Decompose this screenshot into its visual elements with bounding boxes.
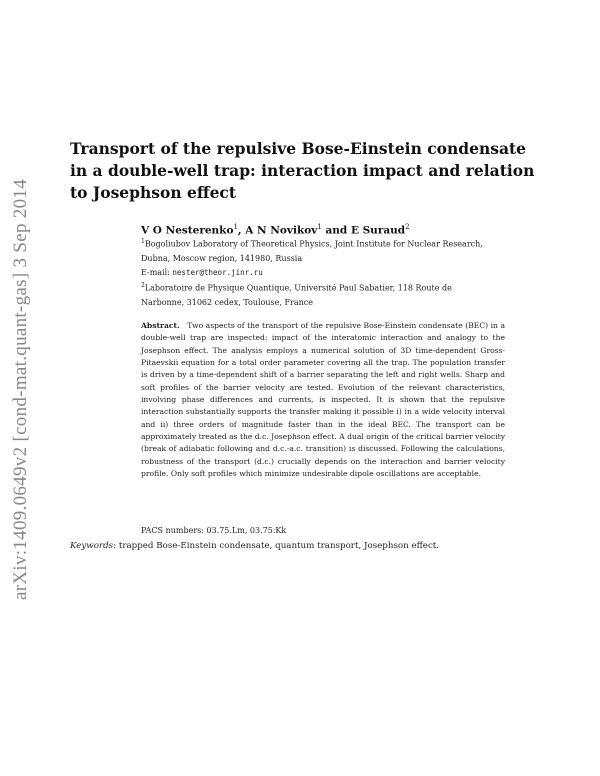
email-label: E-mail:: [141, 268, 173, 277]
affiliation-mark: 1: [141, 238, 145, 245]
author-affiliation-mark: 2: [405, 223, 410, 231]
affiliation-line: Bogoliubov Laboratory of Theoretical Physics, Joint Institute for Nuclear Research,: [144, 239, 483, 249]
affiliation-mark: 2: [141, 282, 145, 289]
author-name: V O Nesterenko: [141, 224, 234, 237]
author-separator: and: [321, 224, 351, 237]
author-name: E Suraud: [350, 224, 406, 237]
keywords-text: : trapped Bose-Einstein condensate, quantum transport, Josephson effect.: [113, 541, 440, 551]
affiliation-2: [141, 279, 531, 311]
keywords-label: Keywords: [70, 541, 114, 551]
email-address: nester@theor.jinr.ru: [172, 268, 263, 277]
pacs-numbers: PACS numbers: 03.75.Lm, 03.75.Kk: [141, 526, 287, 535]
affiliation-1: [141, 235, 531, 267]
author-name: A N Novikov: [245, 224, 318, 237]
paper-title: Transport of the repulsive Bose-Einstein condensate in a double-well trap: interaction impact and relation to Josephson effect: [70, 139, 535, 202]
arxiv-identifier: arXiv:1409.0649v2 [cond-mat.quant-gas] 3 Sep 2014: [10, 178, 31, 600]
keywords: [70, 541, 439, 551]
abstract-text: Two aspects of the transport of the repulsive Bose-Einstein condensate (BEC) in a double-well trap are inspected: impact of the interatomic interaction and analogy to the Josephson effect. The analysis employs a numerical solution of 3D time-dependent Gross-Pitaevskii equation for a total order parameter covering all the trap. The population transfer is driven by a time-dependent shift of a barrier separating the left and right wells. Sharp and soft profiles of the barrier velocity are tested. Evolution of the relevant characteristics, involving phase differences and currents, is inspected. It is shown that the repulsive interaction substantially supports the transfer making it possible i) in a wide velocity interval and ii) three orders of magnitude faster than in the ideal BEC. The transport can be approximately treated as the d.c. Josephson effect. A dual origin of the critical barrier velocity (break of adiabatic following and d.c.-a.c. transition) is discussed. Following the calculations, robustness of the transport (d.c.) crucially depends on the interaction and barrier velocity profile. Only soft profiles which minimize undesirable dipole oscillations are acceptable.: [141, 321, 505, 479]
abstract-label: Abstract.: [141, 321, 180, 330]
affiliation-line: Narbonne, 31062 cedex, Toulouse, France: [141, 298, 313, 308]
author-affiliation-mark: 1: [317, 223, 322, 231]
affiliation-line: Dubna, Moscow region, 141980, Russia: [141, 254, 303, 264]
affiliation-line: Laboratoire de Physique Quantique, Université Paul Sabatier, 118 Route de: [144, 283, 452, 293]
author-separator: ,: [237, 224, 246, 237]
abstract: [141, 320, 505, 480]
author-affiliation-mark: 1: [233, 223, 238, 231]
